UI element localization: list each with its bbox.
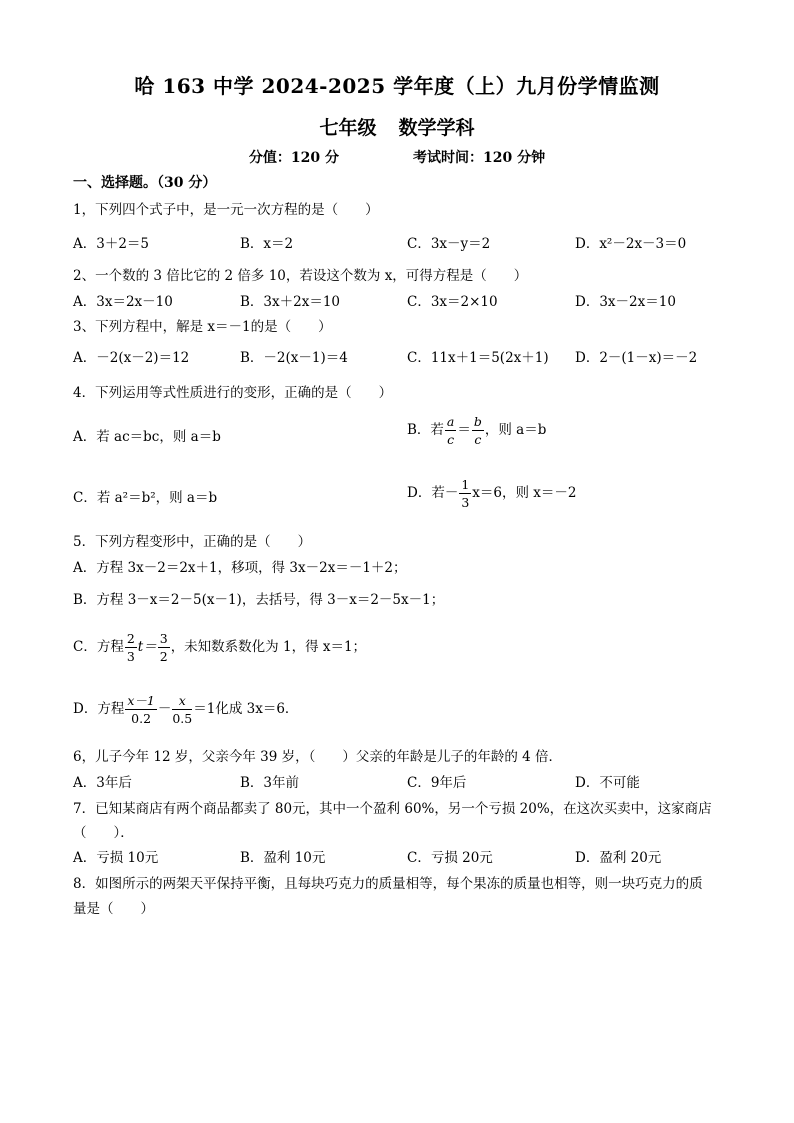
grade-subject (0, 113, 794, 140)
q5-option-d (73, 692, 298, 727)
time-label: 考试时间：120 分钟 (413, 150, 546, 166)
q8-stem: 8．如图所示的两架天平保持平衡，且每块巧克力的质量相等，每个果冻的质量也相等，则一块巧克力的质 (73, 876, 703, 892)
q7-stem: 7．已知某商店有两个商品都卖了 80元，其中一个盈利 60%，另一个亏损 20%，在这次买卖中，这家商店 (73, 801, 712, 817)
fraction (125, 692, 157, 727)
q1-option-b: B．x＝2 (240, 236, 294, 252)
q5-c-suffix: ，未知数系数化为 1，得 x＝1； (170, 639, 367, 655)
q3-option-d: D．2－(1－x)＝－2 (575, 350, 698, 366)
q6-option-b: B．3年前 (240, 775, 300, 791)
q4-option-b (407, 413, 546, 448)
numerator: 2 (126, 631, 135, 646)
denominator: 0.2 (131, 711, 152, 726)
q1-option-c: C．3x－y＝2 (407, 236, 491, 252)
q6-stem: 6，儿子今年 12 岁，父亲今年 39 岁，（ ）父亲的年龄是儿子的年龄的 4 倍． (73, 749, 563, 765)
numerator: b (473, 414, 482, 429)
numerator: x (172, 692, 192, 710)
denominator: c (474, 432, 482, 447)
denominator: c (447, 432, 455, 447)
q4-b-prefix: B．若 (407, 422, 444, 438)
q2-option-b: B．3x＋2x＝10 (240, 294, 341, 310)
q2-stem: 2、一个数的 3 倍比它的 2 倍多 10，若设这个数为 x，可得方程是（ ） (73, 268, 528, 284)
q5-d-prefix: D．方程 (73, 701, 125, 717)
q1-option-d: D．x²－2x－3＝0 (575, 236, 687, 252)
equals-sign: ＝ (457, 422, 471, 438)
fraction (445, 413, 456, 448)
numerator: 1 (461, 477, 470, 492)
subject-label: 数学学科 (398, 117, 475, 139)
exam-title: 哈 163 中学 2024-2025 学年度（上）九月份学情监测 (134, 74, 660, 98)
numerator: a (446, 414, 455, 429)
fraction (459, 476, 471, 511)
q6-option-d: D．不可能 (575, 775, 640, 791)
q6-option-c: C．9年后 (407, 775, 467, 791)
q5-stem: 5．下列方程变形中，正确的是（ ） (73, 534, 312, 550)
denominator: 3 (461, 495, 470, 510)
q3-option-a: A．－2(x－2)＝12 (73, 350, 190, 366)
q2-option-a: A．3x＝2x－10 (73, 294, 173, 310)
denominator: 2 (159, 649, 168, 664)
denominator: 3 (126, 649, 135, 664)
numerator: x－1 (127, 693, 155, 708)
section-heading: 一、选择题。（30 分） (73, 175, 217, 191)
denominator: 0.5 (172, 711, 193, 726)
q7-option-d: D．盈利 20元 (575, 850, 662, 866)
q3-option-b: B．－2(x－1)＝4 (240, 350, 348, 366)
fraction (472, 413, 484, 448)
score-label: 分值：120 分 (248, 150, 339, 166)
q4-option-a: A．若 ac＝bc，则 a＝b (73, 429, 221, 445)
q7-option-b: B．盈利 10元 (240, 850, 326, 866)
q1-option-a: A．3＋2＝5 (73, 236, 150, 252)
fraction (158, 630, 170, 665)
grade-label: 七年级 (319, 117, 377, 139)
exam-meta (0, 147, 794, 167)
q1-stem: 1，下列四个式子中，是一元一次方程的是（ ） (73, 202, 379, 218)
q4-option-d (407, 476, 576, 511)
q7-stem-continued: （ ）． (73, 825, 134, 841)
q4-stem: 4．下列运用等式性质进行的变形，正确的是（ ） (73, 385, 393, 401)
q4-b-suffix: ，则 a＝b (484, 422, 547, 438)
q4-d-prefix: D．若－ (407, 485, 459, 501)
q4-option-c: C．若 a²＝b²，则 a＝b (73, 490, 218, 506)
q7-option-a: A．亏损 10元 (73, 850, 159, 866)
q8-stem-continued: 量是（ ） (73, 901, 154, 917)
q3-stem: 3、下列方程中，解是 x＝－1的是（ ） (73, 319, 332, 335)
fraction (172, 692, 192, 727)
q5-option-b: B．方程 3－x＝2－5(x－1)，去括号，得 3－x＝2－5x－1； (73, 592, 445, 608)
q2-option-c: C．3x＝2×10 (407, 294, 498, 310)
q6-option-a: A．3年后 (73, 775, 132, 791)
q5-option-c (73, 630, 366, 665)
q5-option-a: A．方程 3x－2＝2x＋1，移项，得 3x－2x＝－1＋2； (73, 560, 407, 576)
q3-option-c: C．11x＋1＝5(2x＋1) (407, 350, 549, 366)
q5-c-middle: t＝ (137, 639, 157, 655)
q2-option-d: D．3x－2x＝10 (575, 294, 676, 310)
q7-option-c: C．亏损 20元 (407, 850, 493, 866)
q5-c-prefix: C．方程 (73, 639, 124, 655)
q4-d-suffix: x＝6，则 x＝－2 (472, 485, 577, 501)
q5-d-suffix: ＝1化成 3x＝6． (193, 701, 299, 717)
minus-sign: － (157, 701, 172, 717)
numerator: 3 (159, 631, 168, 646)
fraction (125, 630, 137, 665)
